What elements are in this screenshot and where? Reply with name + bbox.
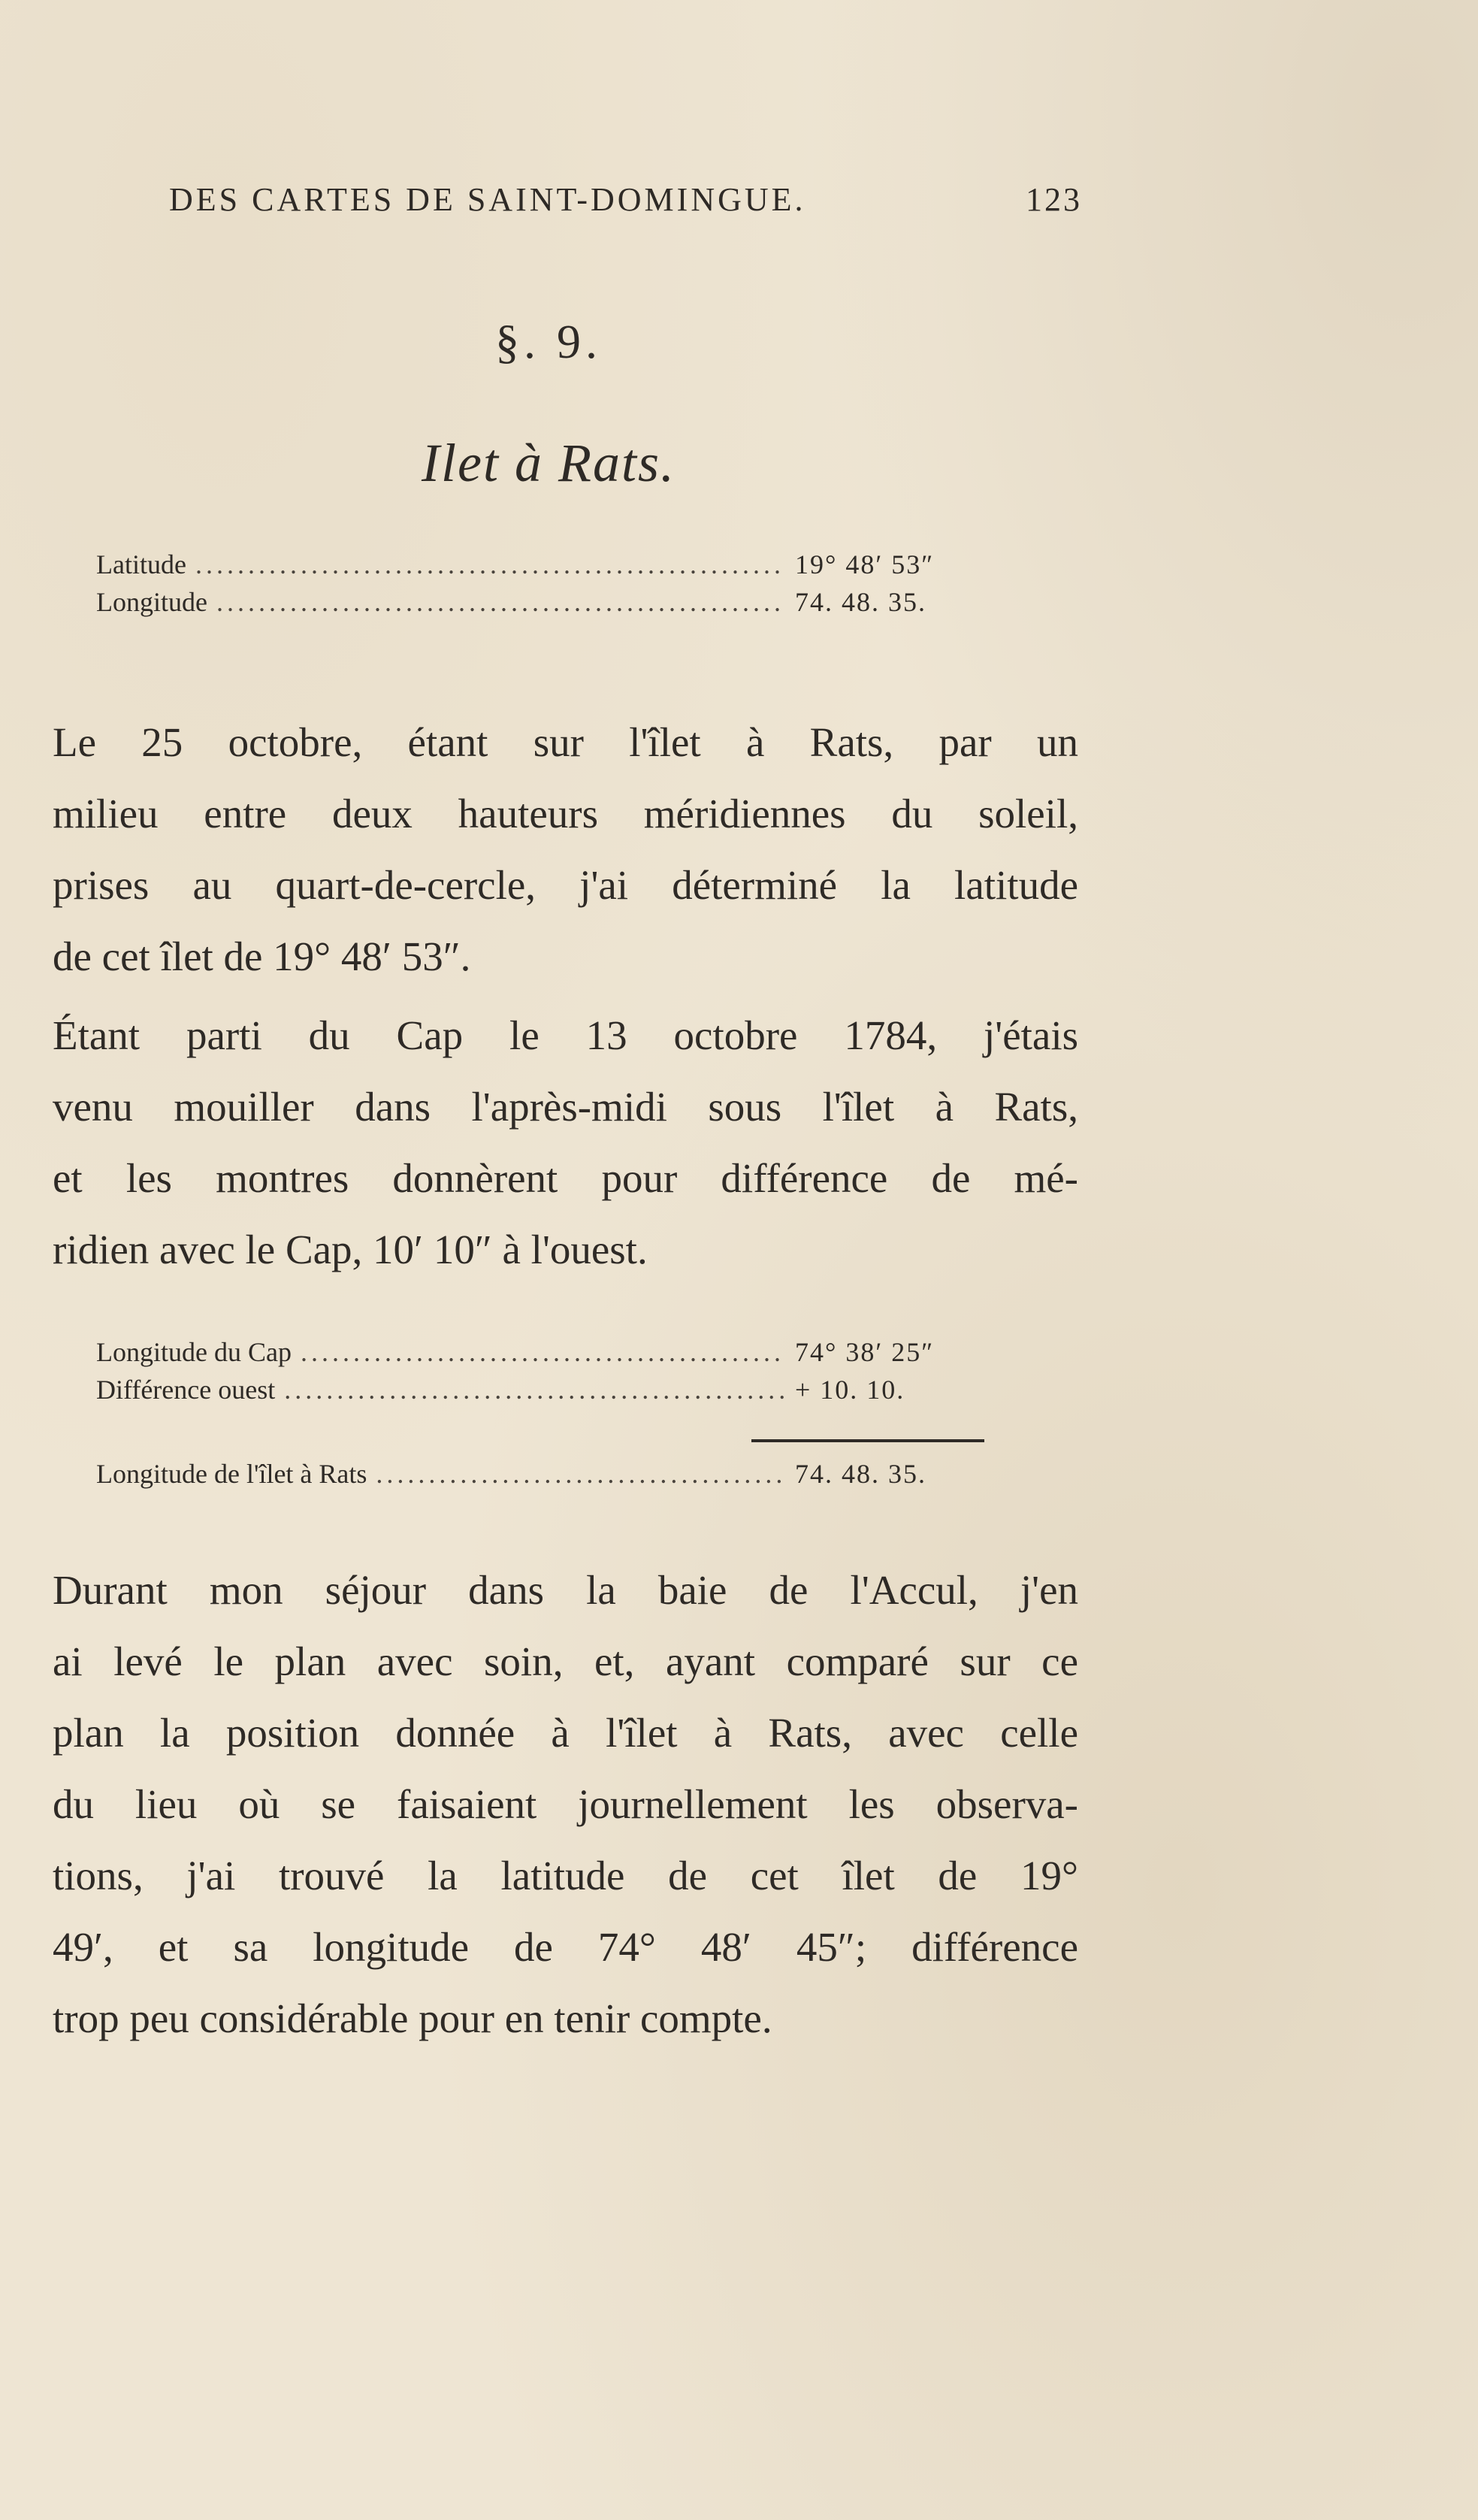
- table-row: [96, 549, 983, 586]
- ilet-longitude-label: Longitude de l'îlet à Rats: [96, 1459, 367, 1489]
- section-number: §. 9.: [495, 315, 602, 368]
- text-line: de cet îlet de 19° 48′ 53″.: [53, 933, 471, 979]
- text-line: et les montres donnèrent pour différence de mé-: [53, 1155, 1078, 1201]
- coordinates-table: [96, 549, 983, 624]
- dot-leader: [284, 1374, 786, 1405]
- dot-leader: [216, 586, 786, 618]
- text-line: milieu entre deux hauteurs méridiennes du soleil,: [53, 791, 1078, 836]
- longitude-label: Longitude: [96, 587, 207, 617]
- text-line: trop peu considérable pour en tenir compte.: [53, 1995, 772, 2041]
- text-line: Le 25 octobre, étant sur l'îlet à Rats, par un: [53, 719, 1078, 765]
- calculation-result: [96, 1458, 983, 1496]
- text-line: Durant mon séjour dans la baie de l'Accul, j'en: [53, 1567, 1078, 1613]
- dot-leader: [195, 549, 786, 580]
- dot-leader: [301, 1336, 786, 1368]
- text-line: plan la position donnée à l'îlet à Rats, avec celle: [53, 1710, 1078, 1756]
- running-head: [169, 180, 1082, 225]
- dot-leader: [376, 1458, 786, 1490]
- table-row: [96, 586, 983, 624]
- latitude-value: 19° 48′ 53″: [795, 549, 935, 579]
- latitude-label: Latitude: [96, 549, 186, 579]
- running-title: DES CARTES DE SAINT-DOMINGUE.: [169, 181, 806, 218]
- text-line: ai levé le plan avec soin, et, ayant comparé sur ce: [53, 1638, 1078, 1684]
- section-title: Ilet à Rats.: [422, 433, 676, 493]
- cap-longitude-label: Longitude du Cap: [96, 1337, 292, 1367]
- text-line: du lieu où se faisaient journellement les observa-: [53, 1781, 1078, 1827]
- text-line: 49′, et sa longitude de 74° 48′ 45″; différence: [53, 1924, 1078, 1970]
- paragraph-1: [53, 706, 1078, 992]
- longitude-value: 74. 48. 35.: [795, 587, 926, 617]
- table-row: [96, 1374, 983, 1411]
- text-line: prises au quart-de-cercle, j'ai déterminé la latitude: [53, 862, 1078, 908]
- table-row: [96, 1458, 983, 1496]
- west-difference-label: Différence ouest: [96, 1375, 276, 1405]
- ilet-longitude-value: 74. 48. 35.: [795, 1459, 926, 1489]
- west-difference-value: + 10. 10.: [795, 1375, 905, 1405]
- text-line: venu mouiller dans l'après-midi sous l'îlet à Rats,: [53, 1084, 1078, 1130]
- paragraph-2: [53, 1000, 1078, 1285]
- text-line: ridien avec le Cap, 10′ 10″ à l'ouest.: [53, 1227, 648, 1272]
- text-line: tions, j'ai trouvé la latitude de cet îlet de 19°: [53, 1853, 1078, 1898]
- table-row: [96, 1336, 983, 1374]
- paragraph-3: [53, 1554, 1078, 2054]
- page-number: 123: [1026, 181, 1082, 218]
- calculation-table: [96, 1336, 983, 1411]
- sum-rule-divider: [751, 1439, 984, 1442]
- text-line: Étant parti du Cap le 13 octobre 1784, j'étais: [53, 1012, 1078, 1058]
- cap-longitude-value: 74° 38′ 25″: [795, 1337, 935, 1367]
